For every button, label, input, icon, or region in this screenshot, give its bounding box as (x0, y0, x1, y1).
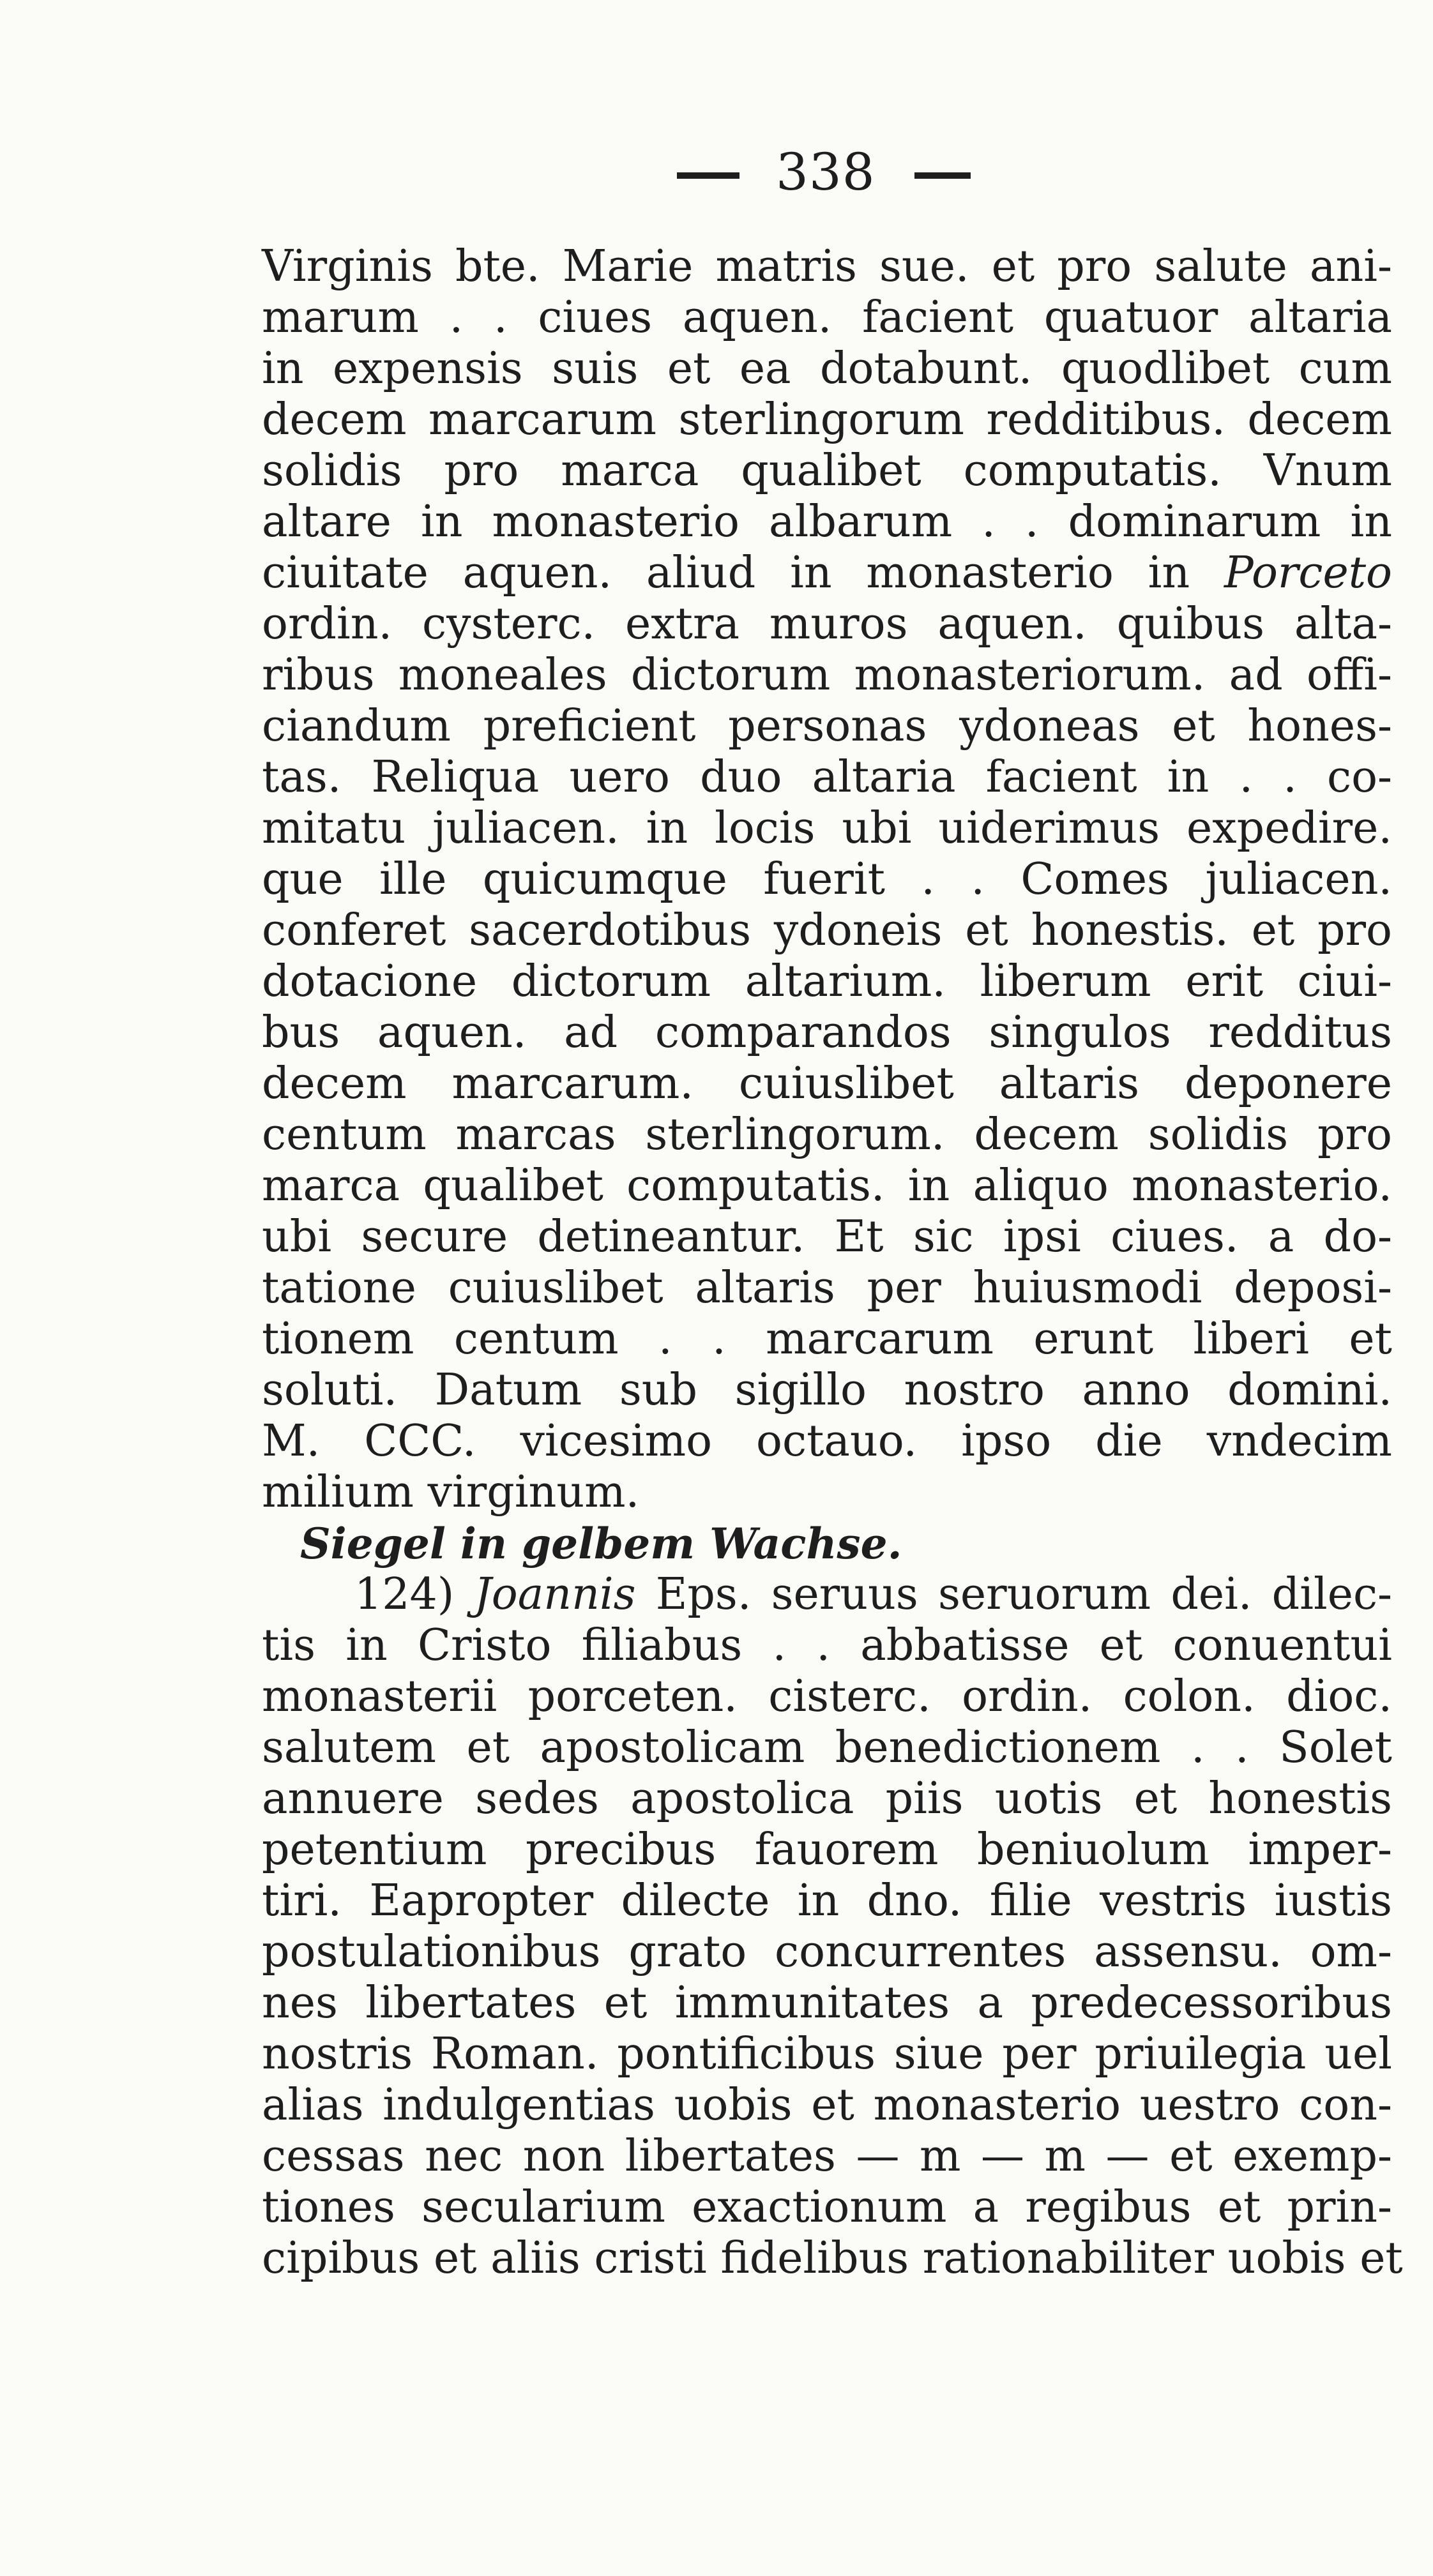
text-line: monasterii porceten. cisterc. ordin. colon. dioc. (262, 1671, 1392, 1722)
text-line: marum . . ciues aquen. facient quatuor altaria (262, 292, 1392, 343)
header-dash-right (914, 172, 971, 179)
text-line: milium virginum. (262, 1467, 640, 1518)
text-line: annuere sedes apostolica piis uotis et honestis (262, 1774, 1392, 1824)
text-line: salutem et apostolicam benedictionem . . Solet (262, 1722, 1392, 1773)
text-line: centum marcas sterlingorum. decem solidis pro (262, 1110, 1392, 1160)
document-heading-line (262, 1569, 1392, 1620)
text-line: postulationibus grato concurrentes assensu. om- (262, 1927, 1392, 1977)
text-line: bus aquen. ad comparandos singulos redditus (262, 1007, 1392, 1058)
text-line: mitatu juliacen. in locis ubi uiderimus expedire. (262, 803, 1392, 854)
text-line-part: Eps. seruus seruorum dei. dilec- (655, 1569, 1392, 1620)
text-line: tionem centum . . marcarum erunt liberi et (262, 1314, 1392, 1364)
text-line: tatione cuiuslibet altaris per huiusmodi deposi- (262, 1263, 1392, 1313)
text-line: decem marcarum. cuiuslibet altaris deponere (262, 1058, 1392, 1109)
text-line: cessas nec non libertates — m — m — et exemp- (262, 2131, 1392, 2181)
text-line: petentium precibus fauorem beniuolum imper- (262, 1825, 1392, 1875)
place-name: Porceto (1224, 548, 1392, 598)
text-line: tas. Reliqua uero duo altaria facient in . . co- (262, 752, 1392, 802)
text-line: nostris Roman. pontificibus siue per priuilegia uel (262, 2029, 1392, 2079)
document-author: Joannis (474, 1569, 636, 1620)
text-line: altare in monasterio albarum . . dominarum in (262, 497, 1392, 547)
text-line: que ille quicumque fuerit . . Comes juliacen. (262, 854, 1392, 905)
body-text (262, 241, 1403, 2284)
text-line: ribus moneales dictorum monasteriorum. ad offi- (262, 650, 1392, 700)
text-line-part: ciuitate aquen. aliud in monasterio in (262, 548, 1190, 598)
text-line: tis in Cristo filiabus . . abbatisse et conuentui (262, 1620, 1392, 1671)
text-line: soluti. Datum sub sigillo nostro anno domini. (262, 1365, 1392, 1415)
text-line: M. CCC. vicesimo octauo. ipso die vndecim (262, 1416, 1392, 1466)
text-line: ubi secure detineantur. Et sic ipsi ciues. a do- (262, 1212, 1392, 1262)
text-line: in expensis suis et ea dotabunt. quodlibet cum (262, 343, 1392, 394)
text-line: tiones secularium exactionum a regibus et prin- (262, 2182, 1392, 2233)
text-line: dotacione dictorum altarium. liberum erit ciui- (262, 956, 1392, 1007)
text-line: Virginis bte. Marie matris sue. et pro salute ani- (262, 241, 1392, 292)
page-number: 338 (776, 142, 876, 202)
text-line: ciandum preficient personas ydoneas et hones- (262, 701, 1392, 751)
text-line: solidis pro marca qualibet computatis. Vnum (262, 446, 1392, 496)
seal-note: Siegel in gelbem Wachse. (300, 1519, 902, 1569)
text-line: conferet sacerdotibus ydoneis et honestis. et pro (262, 905, 1392, 956)
text-line: alias indulgentias uobis et monasterio uestro con- (262, 2080, 1392, 2130)
header-dash-left (677, 172, 739, 179)
text-line: marca qualibet computatis. in aliquo monasterio. (262, 1161, 1392, 1211)
text-line: ordin. cysterc. extra muros aquen. quibus alta- (262, 599, 1392, 649)
page-header (0, 142, 1433, 202)
text-line: nes libertates et immunitates a predecessoribus (262, 1978, 1392, 2028)
text-line-with-place (262, 548, 1392, 599)
text-line: tiri. Eapropter dilecte in dno. filie vestris iustis (262, 1876, 1392, 1926)
text-line: cipibus et aliis cristi fidelibus rationabiliter uobis et (262, 2233, 1403, 2284)
text-line: decem marcarum sterlingorum redditibus. decem (262, 395, 1392, 445)
document-number: 124) (354, 1569, 455, 1620)
